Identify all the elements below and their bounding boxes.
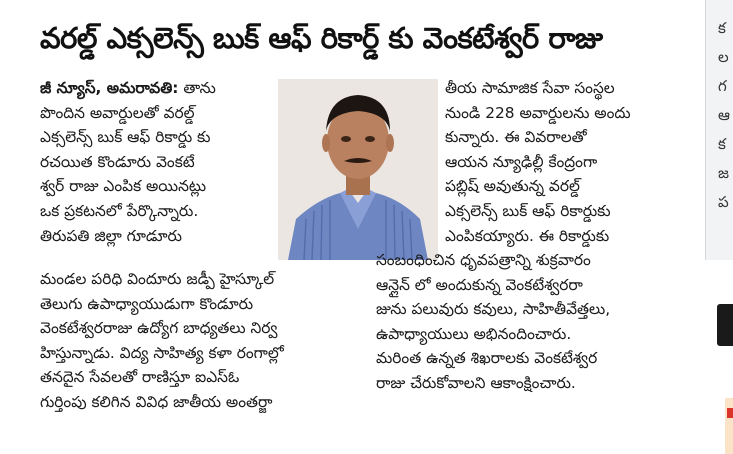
article-line: సంబంధించిన ధృవపత్రాన్ని శుక్రవారం	[376, 251, 591, 269]
sidebar-text: ల	[718, 48, 729, 66]
article-line: ఆయన న్యూఢిల్లీ కేంద్రంగా	[445, 152, 598, 171]
article-line: తెలుగు ఉపాధ్యాయుడుగా కొండూరు	[40, 294, 254, 313]
article-line: కున్నారు. ఈ వివరాలతో	[445, 128, 587, 147]
article-line: రచయిత కొండూరు వెంకటే	[40, 152, 195, 171]
portrait-photo	[278, 79, 438, 260]
sidebar-text: క	[718, 19, 726, 37]
headline: వరల్డ్ ఎక్సలెన్స్ బుక్ ఆఫ్ రికార్డ్ కు వెంకటేశ్వర్ రాజు	[40, 21, 603, 55]
article-column-1	[40, 76, 276, 101]
article-line: ఒక ప్రకటనలో పేర్కొన్నారు.	[40, 201, 199, 220]
dateline: జీ న్యూస్, అమరావతి:	[40, 79, 179, 97]
article-line: నుండి 228 అవార్డులను అందు	[445, 103, 631, 122]
article-line: ఎక్సలెన్స్ బుక్ ఆఫ్ రికార్డుకు	[445, 201, 611, 220]
article-line: మరింత ఉన్నత శిఖరాలకు వెంకటేశ్వర	[376, 349, 598, 368]
article-line: హిస్తున్నాడు. విద్య సాహిత్య కళా రంగాల్లో	[40, 343, 284, 362]
article-line: జీ న్యూస్, అమరావతి: తాను	[40, 79, 216, 97]
article-body	[40, 76, 710, 446]
article-line: ఎక్సలెన్స్ బుక్ ఆఫ్ రికార్డు కు	[40, 128, 211, 147]
article-line: గుర్తింపు కలిగిన వివిధ జాతీయ అంతర్జా	[40, 392, 273, 411]
article-line: పొందిన అవార్డులతో వరల్డ్	[40, 103, 195, 122]
article-column-2	[445, 76, 715, 248]
article-line: తిరుపతి జిల్లా గూడూరు	[40, 226, 182, 245]
sidebar-text: క	[718, 135, 726, 153]
article-line: పబ్లిష్ అవుతున్న వరల్డ్	[445, 177, 580, 196]
sidebar-text: ఆ	[718, 106, 730, 124]
article-line: శ్వర్ రాజు ఎంపిక అయినట్లు	[40, 177, 207, 196]
portrait-illustration	[278, 79, 438, 260]
edge-block	[717, 304, 733, 346]
article-line: వెంకటేశ్వరరాజు ఉద్యోగ బాధ్యతలు నిర్వ	[40, 319, 278, 338]
article-column-2-wide	[376, 248, 710, 396]
article-line: తీయ సామాజిక సేవా సంస్థల	[445, 79, 615, 97]
sidebar-text: జ	[718, 164, 729, 182]
sidebar-text: ప	[718, 193, 729, 211]
article-line: తనదైన సేవలతో రాణిస్తూ ఐఎస్ఓ	[40, 368, 240, 387]
article-column-1-rest	[40, 101, 276, 249]
article-line: ఎంపికయ్యారు. ఈ రికార్డుకు	[445, 226, 610, 245]
article-line: జును పలువురు కవులు, సాహితీవేత్తలు,	[376, 300, 611, 319]
sidebar-text: గ	[718, 77, 727, 95]
article-line: ఉపాధ్యాయులు అభినందించారు.	[376, 324, 572, 343]
article-line: మండల పరిధి విందూరు జడ్పీ హైస్కూల్	[40, 270, 275, 288]
article-line: ఆన్లైన్ లో అందుకున్న వెంకటేశ్వరరా	[376, 275, 583, 294]
edge-accent	[725, 398, 733, 454]
sidebar-article-fragment	[705, 0, 733, 260]
article-line: రాజు చేరుకోవాలని ఆకాంక్షించారు.	[376, 373, 576, 392]
